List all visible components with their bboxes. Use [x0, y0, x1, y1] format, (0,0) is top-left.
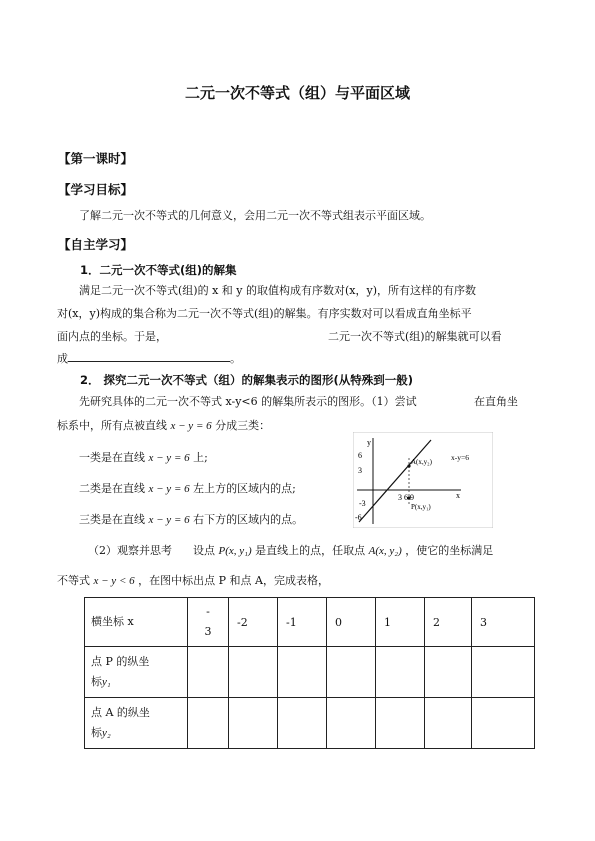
x-cell: -2: [229, 598, 278, 647]
goal-text: 了解二元一次不等式的几何意义，会用二元一次不等式组表示平面区域。: [79, 209, 431, 222]
answer-blank[interactable]: [68, 349, 230, 362]
answer-cell[interactable]: [188, 647, 229, 698]
part1-line4b: 。: [230, 352, 241, 365]
answer-cell[interactable]: [327, 698, 376, 749]
cat2a: 二类是在直线: [79, 482, 145, 495]
cat3b: 右下方的区域内的点。: [193, 513, 304, 526]
q2d: ，使它的坐标满足: [405, 544, 494, 557]
x-cell: 0: [327, 598, 376, 647]
header-label: 横坐标 x: [85, 598, 188, 647]
q3b: ，在图中标出点 P 和点 A，完成表格，: [138, 574, 329, 587]
tick-neg3: -3: [359, 499, 366, 508]
point-P: P(x, y₁): [218, 545, 252, 557]
x-cell: 2: [425, 598, 472, 647]
part1-line2: 对(x，y)构成的集合称为二元一次不等式(组)的解集。有序实数对可以看成直角坐标平: [57, 307, 472, 320]
answer-cell[interactable]: [376, 647, 425, 698]
category-1: [79, 451, 208, 465]
label-point-A: A(x,y₂): [411, 458, 432, 466]
part1-heading: 1．二元一次不等式(组)的解集: [80, 263, 237, 277]
section-goals: 【学习目标】: [58, 182, 134, 197]
cat2b: 左上方的区域内的点;: [193, 482, 296, 495]
answer-cell[interactable]: [425, 698, 472, 749]
label-point-P: P(x,y₁): [411, 503, 431, 511]
part2-line2b: 分成三类：: [215, 419, 271, 432]
row-p-label: 点 P 的纵坐 标y₁: [85, 647, 188, 698]
cat1-eq: x − y = 6: [148, 452, 190, 464]
label-line: x-y=6: [451, 453, 469, 462]
category-2: [79, 482, 296, 496]
eq-line: x − y = 6: [170, 420, 212, 432]
part2-line1b: 在直角坐: [474, 395, 518, 408]
answer-cell[interactable]: [327, 647, 376, 698]
cat3a: 三类是在直线: [79, 513, 145, 526]
x-cell: 3: [472, 598, 535, 647]
answer-cell[interactable]: [229, 698, 278, 749]
point-A: A(x, y₂): [368, 545, 402, 557]
answer-cell[interactable]: [472, 698, 535, 749]
x-cell: -1: [278, 598, 327, 647]
cat1b: 上;: [193, 451, 208, 464]
category-3: [79, 513, 303, 527]
cat3-eq: x − y = 6: [148, 514, 190, 526]
value-table: [84, 597, 535, 749]
q3a: 不等式: [57, 574, 90, 587]
part2-line2: [57, 419, 270, 433]
answer-cell[interactable]: [425, 647, 472, 698]
q2b: 设点: [193, 544, 215, 557]
tick-neg6: -6: [355, 513, 362, 522]
x-label: x: [456, 491, 460, 500]
part1-line3b: 二元一次不等式(组)的解集就可以看: [328, 330, 502, 343]
question-2-line1: [88, 544, 493, 558]
question-2-line2: [57, 574, 329, 588]
answer-cell[interactable]: [376, 698, 425, 749]
part1-line3a: 面内点的坐标。于是，: [57, 330, 167, 343]
q2a: （2）观察并思考: [88, 544, 172, 557]
tick-3: 3: [358, 466, 362, 475]
part1-line3: [57, 330, 167, 344]
answer-cell[interactable]: [278, 698, 327, 749]
answer-cell[interactable]: [229, 647, 278, 698]
table-row-a: [85, 698, 535, 749]
figure-frame: [353, 432, 493, 528]
coordinate-figure: [353, 432, 493, 528]
page-title: 二元一次不等式（组）与平面区域: [184, 84, 410, 102]
cat1a: 一类是在直线: [79, 451, 145, 464]
tick-6: 6: [358, 451, 362, 460]
answer-cell[interactable]: [472, 647, 535, 698]
section-self-study: 【自主学习】: [58, 237, 134, 252]
cat2-eq: x − y = 6: [148, 483, 190, 495]
y-label: y: [367, 438, 371, 447]
x-cell: 1: [376, 598, 425, 647]
inequality: x − y < 6: [93, 575, 135, 587]
x-cell-neg3: - 3: [188, 598, 229, 647]
answer-cell[interactable]: [278, 647, 327, 698]
part2-line1a: 先研究具体的二元一次不等式 x-y<6 的解集所表示的图形。（1）尝试: [79, 395, 417, 408]
table-row-p: [85, 647, 535, 698]
q2c: 是直线上的点，任取点: [255, 544, 366, 557]
part1-line1: 满足二元一次不等式(组)的 x 和 y 的取值构成有序数对(x，y)，所有这样的有序数: [79, 284, 476, 297]
part2-heading: 2． 探究二元一次不等式（组）的解集表示的图形(从特殊到一般): [80, 373, 414, 387]
part1-line4: [57, 349, 241, 366]
part2-line2a: 标系中，所有点被直线: [57, 419, 167, 432]
answer-cell[interactable]: [188, 698, 229, 749]
x-ticks: 3 6 9: [398, 493, 414, 502]
table-row-header: [85, 598, 535, 647]
section-lesson: 【第一课时】: [58, 151, 134, 166]
part1-line4a: 成: [57, 352, 68, 365]
row-a-label: 点 A 的纵坐 标y₂: [85, 698, 188, 749]
